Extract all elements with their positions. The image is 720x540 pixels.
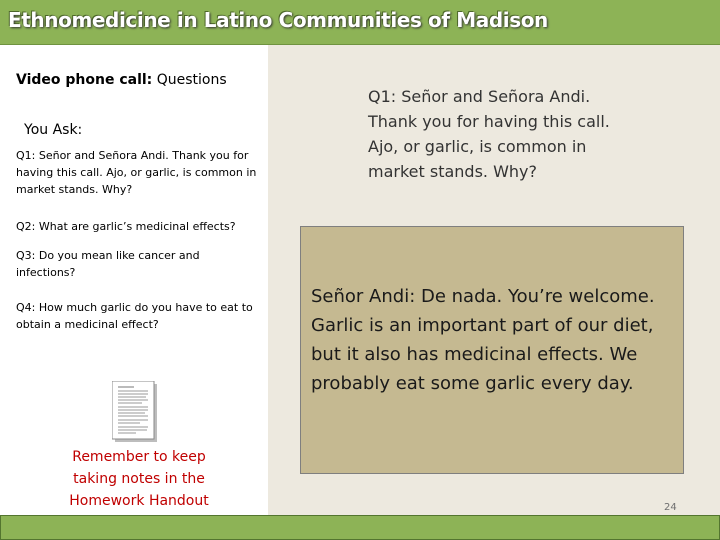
video-call-heading — [16, 72, 227, 88]
answer-text: Señor Andi: De nada. You’re welcome. Garlic is an important part of our diet, but it also has medicinal effects. We probably eat some garlic every day. — [311, 286, 655, 394]
title-bar — [0, 0, 720, 45]
document-icon — [112, 381, 158, 443]
question-2: Q2: What are garlic’s medicinal effects? — [16, 220, 236, 233]
bottom-bar — [0, 515, 720, 540]
slide-title: Ethnomedicine in Latino Communities of Madison — [8, 8, 548, 32]
question-3: Q3: Do you mean like cancer and infections? — [16, 249, 200, 279]
video-call-questions: Questions — [152, 72, 227, 88]
current-question: Q1: Señor and Señora Andi. Thank you for having this call. Ajo, or garlic, is common in market stands. Why? — [368, 87, 610, 181]
you-ask-label: You Ask: — [24, 122, 83, 138]
question-4: Q4: How much garlic do you have to eat to obtain a medicinal effect? — [16, 301, 253, 331]
page-number: 24 — [664, 502, 677, 513]
video-call-label: Video phone call: — [16, 72, 153, 88]
question-1: Q1: Señor and Señora Andi. Thank you for having this call. Ajo, or garlic, is common in market stands. Why? — [16, 149, 257, 196]
homework-reminder: Remember to keep taking notes in the Homework Handout — [69, 449, 209, 509]
answer-box — [300, 226, 684, 474]
